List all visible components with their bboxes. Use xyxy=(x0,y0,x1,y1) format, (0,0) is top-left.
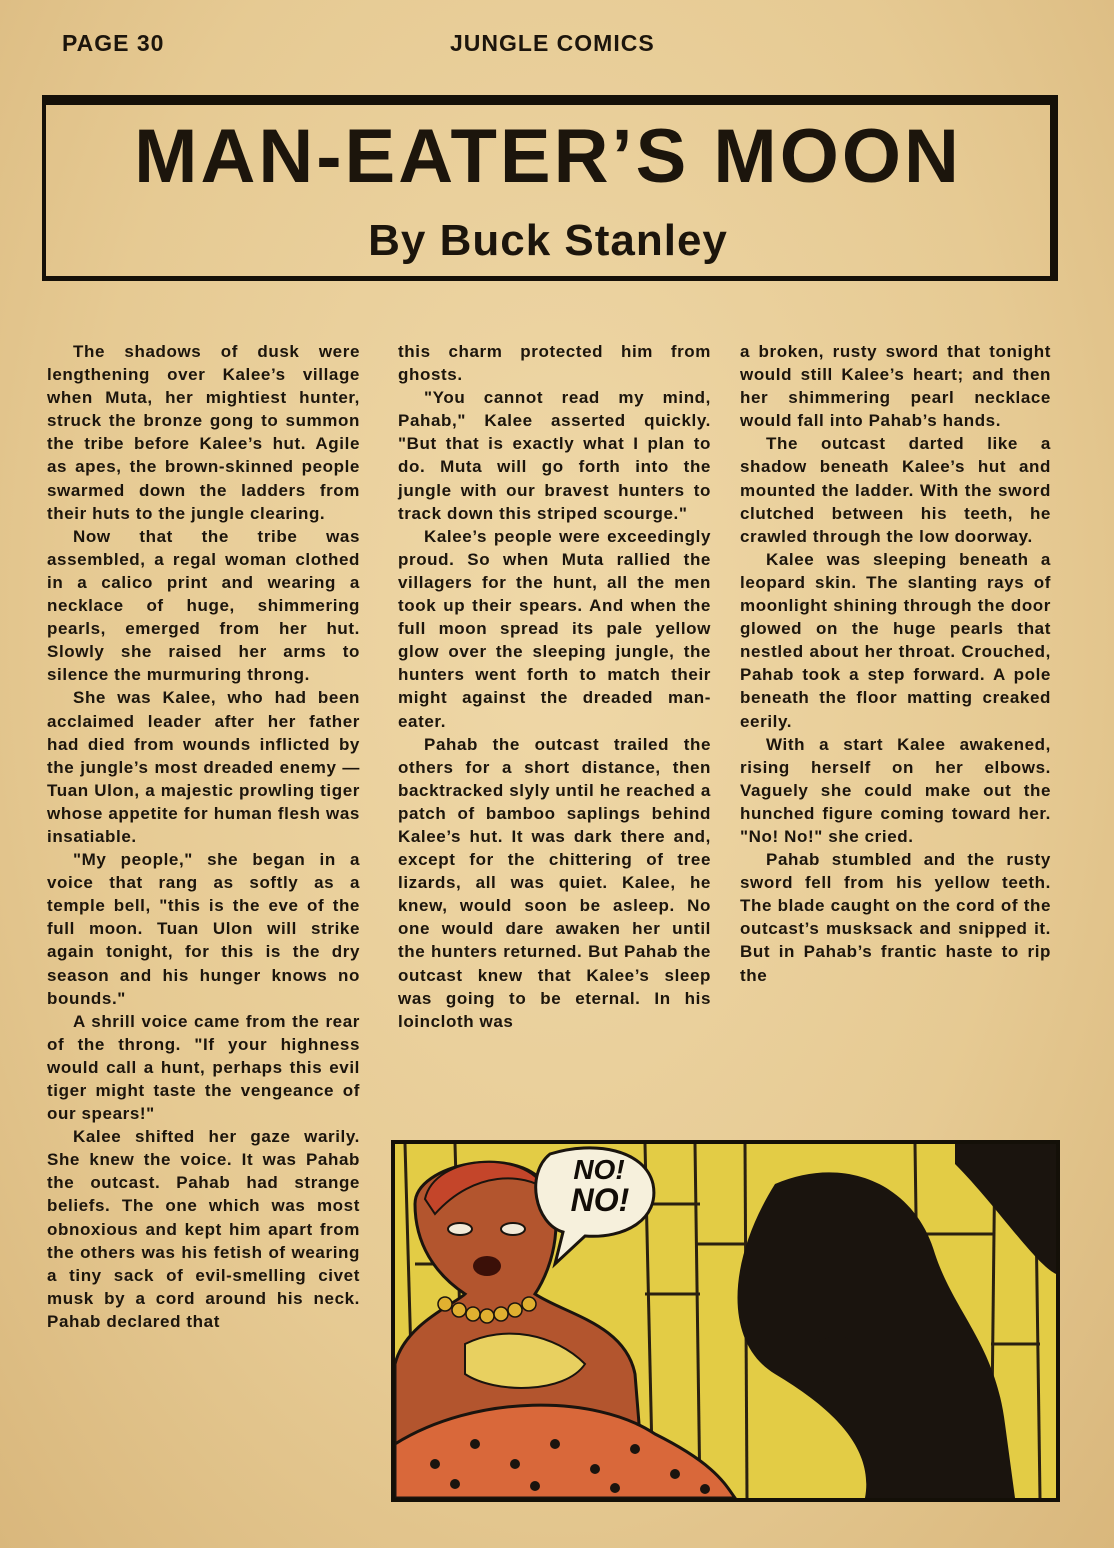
magazine-title: JUNGLE COMICS xyxy=(450,30,655,56)
kalee-eye-left xyxy=(448,1223,472,1235)
comic-panel xyxy=(391,1140,1060,1502)
story-byline: By Buck Stanley xyxy=(368,216,728,265)
panel-illustration xyxy=(395,1144,1056,1498)
paragraph: A shrill voice came from the rear of the throng. "If your highness would call a hunt, perhaps this evil tiger might taste the vengeance of our spears!" xyxy=(47,1011,360,1124)
paragraph: "You cannot read my mind, Pahab," Kalee asserted quickly. "But that is exactly what I plan to do. Muta will go forth into the jungle with our bravest hunters to track down this striped scourge." xyxy=(398,388,711,523)
paragraph: With a start Kalee awakened, rising herself on her elbows. Vaguely she could make out the hunched figure coming toward her. "No! No!" she cried. xyxy=(740,734,1051,846)
paragraph: Now that the tribe was assembled, a regal woman clothed in a calico print and wearing a necklace of huge, shimmering pearls, emerged from her hut. Slowly she raised her arms to silence the murmuring throng. xyxy=(47,526,360,685)
text-column-1 xyxy=(47,340,360,1333)
paragraph: Kalee was sleeping beneath a leopard skin. The slanting rays of moonlight shining through the door glowed on the huge pearls that nestled about her throat. Crouched, Pahab took a step forward. A pole beneath the floor matting creaked eerily. xyxy=(740,549,1051,731)
paragraph: Pahab stumbled and the rusty sword fell from his yellow teeth. The blade caught on the cord of the outcast’s musksack and snipped it. But in Pahab’s frantic haste to rip the xyxy=(740,850,1051,985)
paragraph: She was Kalee, who had been acclaimed leader after her father had died from wounds inflicted by the jungle’s most dreaded enemy — Tuan Ulon, a majestic prowling tiger whose appetite for human flesh was insatiable. xyxy=(47,688,360,846)
paragraph: Kalee shifted her gaze warily. She knew the voice. It was Pahab the outcast. Pahab had strange beliefs. The one which was most obnoxious and kept him apart from the others was his fetish of wearing a tiny sack of evil-smelling civet musk by a cord around his neck. Pahab declared that xyxy=(47,1127,360,1331)
kalee-eye-right xyxy=(501,1223,525,1235)
paragraph: The shadows of dusk were lengthening over Kalee’s village when Muta, her mightiest hunter, struck the bronze gong to summon the tribe before Kalee’s hut. Agile as apes, the brown-skinned people swarmed down the ladders from their huts to the jungle clearing. xyxy=(47,342,360,523)
paragraph: Kalee’s people were exceedingly proud. So when Muta rallied the villagers for the hunt, all the men took up their spears. And when the full moon spread its pale yellow glow over the sleeping jungle, the hunters went forth to match their might against the dreaded man-eater. xyxy=(398,526,711,731)
paragraph: this charm protected him from ghosts. xyxy=(398,342,711,385)
title-box xyxy=(42,95,1058,281)
text-column-2 xyxy=(398,340,711,1033)
story-title: MAN-EATER’S MOON xyxy=(134,114,962,199)
balloon-line-1: NO! xyxy=(573,1154,625,1185)
paragraph: a broken, rusty sword that tonight would still Kalee’s heart; and then her shimmering pearl necklace would fall into Pahab’s hands. xyxy=(740,342,1051,431)
text-column-3 xyxy=(740,340,1051,987)
balloon-line-2: NO! xyxy=(570,1182,630,1218)
paragraph: "My people," she began in a voice that rang as softly as a temple bell, "this is the eve of the full moon. Tuan Ulon will strike again tonight, for this is the dry season and his hunger knows no bounds." xyxy=(47,850,360,1008)
page-number: PAGE 30 xyxy=(62,30,165,56)
page-header xyxy=(62,30,1054,64)
shadow-hand xyxy=(813,1336,858,1384)
paragraph: Pahab the outcast trailed the others for a short distance, then backtracked slyly until he reached a patch of bamboo saplings behind Kalee’s hut. It was dark there and, except for the chittering of tree lizards, all was quiet. Kalee, he knew, would soon be asleep. No one would dare awaken her until the hunters returned. But Pahab the outcast knew that Kalee’s sleep was going to be eternal. In his loincloth was xyxy=(398,734,711,1031)
kalee-mouth xyxy=(473,1256,501,1276)
paragraph: The outcast darted like a shadow beneath Kalee’s hut and mounted the ladder. With the sword clutched between his teeth, he crawled through the low doorway. xyxy=(740,434,1051,546)
